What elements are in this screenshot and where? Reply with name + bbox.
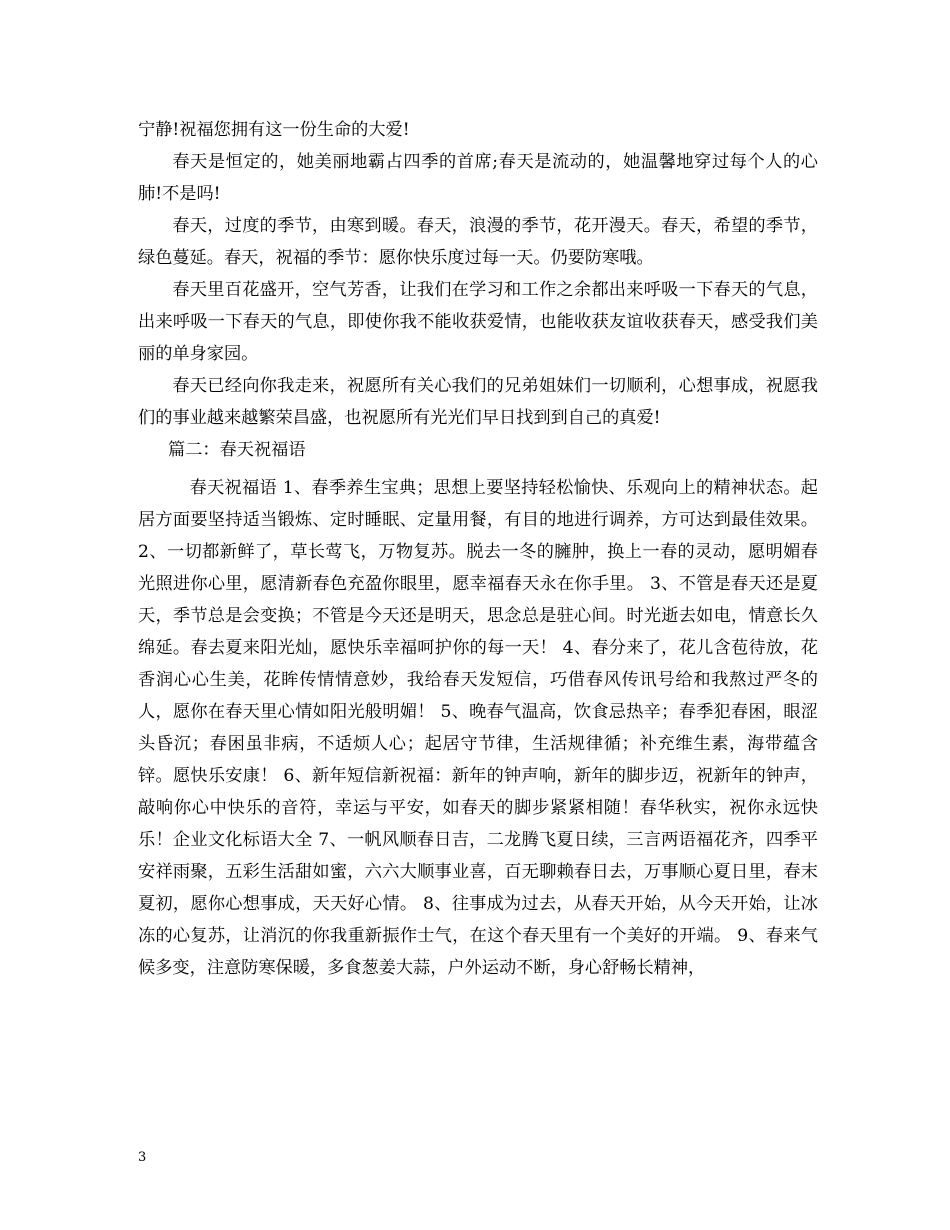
- paragraph: 春天，过度的季节，由寒到暖。春天，浪漫的季节，花开漫天。春天，希望的季节，绿色蔓延。春天，祝福的季节：愿你快乐度过每一天。仍要防寒哦。: [138, 216, 818, 268]
- section-heading: 篇二：春天祝福语: [168, 440, 306, 460]
- page-number: 3: [138, 1150, 147, 1165]
- document-body: [138, 114, 818, 984]
- paragraph: 春天已经向你我走来，祝愿所有关心我们的兄弟姐妹们一切顺利，心想事成，祝愿我们的事业越来越繁荣昌盛，也祝愿所有光光们早日找到到自己的真爱!: [138, 376, 818, 428]
- paragraph-continuation: 宁静!祝福您拥有这一份生命的大爱!: [138, 120, 410, 140]
- paragraph: 春天里百花盛开，空气芳香，让我们在学习和工作之余都出来呼吸一下春天的气息，出来呼吸一下春天的气息，即使你我不能收获爱情，也能收获友谊收获春天，感受我们美丽的单身家园。: [138, 280, 818, 364]
- paragraph: 春天是恒定的，她美丽地霸占四季的首席;春天是流动的，她温馨地穿过每个人的心肺!不是吗!: [138, 152, 818, 204]
- paragraph-blessings-list: 春天祝福语 1、春季养生宝典；思想上要坚持轻松愉快、乐观向上的精神状态。起居方面要坚持适当锻炼、定时睡眠、定量用餐，有目的地进行调养，方可达到最佳效果。 2、一切都新鲜了，草长莺飞，万物复苏。脱去一冬的臃肿，换上一春的灵动，愿明媚春光照进你心里，愿清新春色充盈你眼里，愿幸福春天永在你手里。 3、不管是春天还是夏天，季节总是会变换；不管是今天还是明天，思念总是驻心间。时光逝去如电，情意长久绵延。春去夏来阳光灿，愿快乐幸福呵护你的每一天！ 4、春分来了，花儿含苞待放，花香润心心生美，花眸传情情意妙，我给春天发短信，巧借春风传讯号给和我熬过严冬的人，愿你在春天里心情如阳光般明媚！ 5、晚春气温高，饮食忌热辛；春季犯春困，眼涩头昏沉；春困虽非病，不适烦人心；起居守节律，生活规律循；补充维生素，海带蕴含锌。愿快乐安康！ 6、新年短信新祝福：新年的钟声响，新年的脚步迈，祝新年的钟声，敲响你心中快乐的音符，幸运与平安，如春天的脚步紧紧相随！春华秋实，祝你永远快乐！企业文化标语大全 7、一帆风顺春日吉，二龙腾飞夏日续，三言两语福花齐，四季平安祥雨聚，五彩生活甜如蜜，六六大顺事业喜，百无聊赖春日去，万事顺心夏日里，春末夏初，愿你心想事成，天天好心情。 8、往事成为过去，从春天开始，从今天开始，让冰冻的心复苏，让消沉的你我重新振作士气，在这个春天里有一个美好的开端。 9、春来气候多变，注意防寒保暖，多食葱姜大蒜，户外运动不断，身心舒畅长精神，: [138, 478, 818, 978]
